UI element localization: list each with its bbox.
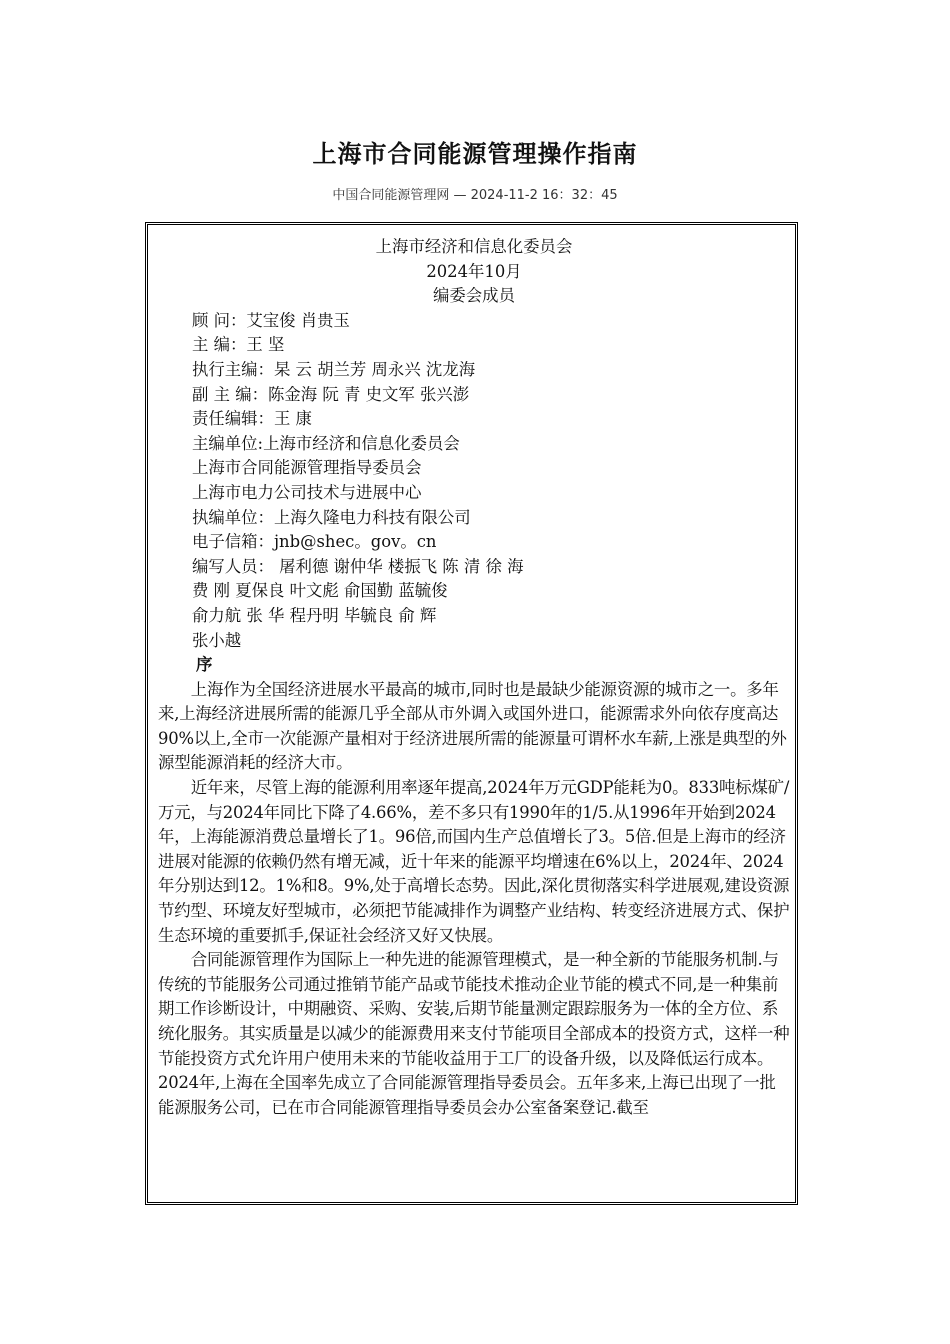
member-line: 上海市电力公司技术与进展中心 — [192, 482, 422, 502]
member-line: 责任编辑：王 康 — [192, 409, 312, 429]
member-line: 上海市合同能源管理指导委员会 — [192, 458, 422, 478]
preface-heading: 序 — [196, 655, 213, 675]
content-body — [158, 235, 790, 1120]
document-title: 上海市合同能源管理操作指南 — [312, 140, 638, 168]
member-line: 主 编：王 坚 — [192, 335, 285, 355]
member-line: 张小越 — [192, 630, 242, 650]
preface-paragraph: 上海作为全国经济进展水平最高的城市,同时也是最缺少能源资源的城市之一。多年来,上海经济进展所需的能源几乎全部从市外调入或国外进口，能源需求外向依存度高达90%以上,全市一次能源产量相对于经济进展所需的能源量可谓杯水车薪,上涨是典型的外源型能源消耗的经济大市。 — [158, 679, 787, 773]
preface-paragraph: 合同能源管理作为国际上一种先进的能源管理模式，是一种全新的节能服务机制.与传统的节能服务公司通过推销节能产品或节能技术推动企业节能的模式不同,是一种集前期工作诊断设计，中期融资、采购、安装,后期节能量测定跟踪服务为一体的全方位、系统化服务。其实质量是以减少的能源费用来支付节能项目全部成本的投资方式，这样一种节能投资方式允许用户使用未来的节能收益用于工厂的设备升级，以及降低运行成本。2024年,上海在全国率先成立了合同能源管理指导委员会。五年多来,上海已出现了一批能源服务公司，已在市合同能源管理指导委员会办公室备案登记.截至 — [158, 950, 790, 1117]
member-line: 副 主 编：陈金海 阮 青 史文军 张兴澎 — [192, 384, 470, 404]
member-line: 电子信箱：jnb@shec。gov。cn — [192, 532, 437, 552]
document-source-meta: 中国合同能源管理网 — 2024-11-2 16：32：45 — [332, 188, 618, 203]
committee-heading: 编委会成员 — [433, 286, 515, 306]
issuing-organization: 上海市经济和信息化委员会 — [375, 237, 573, 256]
issue-date: 2024年10月 — [426, 261, 522, 281]
member-line: 执行主编：杲 云 胡兰芳 周永兴 沈龙海 — [192, 359, 476, 379]
member-line: 费 刚 夏保良 叶文彪 俞国勤 蓝毓俊 — [192, 581, 448, 601]
member-line: 顾 问：艾宝俊 肖贵玉 — [192, 310, 350, 330]
preface-paragraph: 近年来，尽管上海的能源利用率逐年提高,2024年万元GDP能耗为0。833吨标煤矿/万元，与2024年同比下降了4.66%，差不多只有1990年的1/5.从1996年开始到2024年，上海能源消费总量增长了1。96倍,而国内生产总值增长了3。5倍.但是上海市的经济进展对能源的依赖仍然有增无减，近十年来的能源平均增速在6%以上，2024年、2024年分别达到12。1%和8。9%,处于高增长态势。因此,深化贯彻落实科学进展观,建设资源节约型、环境友好型城市，必须把节能减排作为调整产业结构、转变经济进展方式、保护生态环境的重要抓手,保证社会经济又好又快展。 — [158, 778, 790, 945]
member-line: 俞力航 张 华 程丹明 毕毓良 俞 辉 — [192, 605, 437, 625]
content-frame — [145, 222, 798, 1205]
member-line: 编写人员： 屠利德 谢仲华 楼振飞 陈 清 徐 海 — [192, 556, 524, 576]
member-line: 执编单位：上海久隆电力科技有限公司 — [192, 507, 471, 527]
member-line: 主编单位:上海市经济和信息化委员会 — [192, 433, 460, 453]
